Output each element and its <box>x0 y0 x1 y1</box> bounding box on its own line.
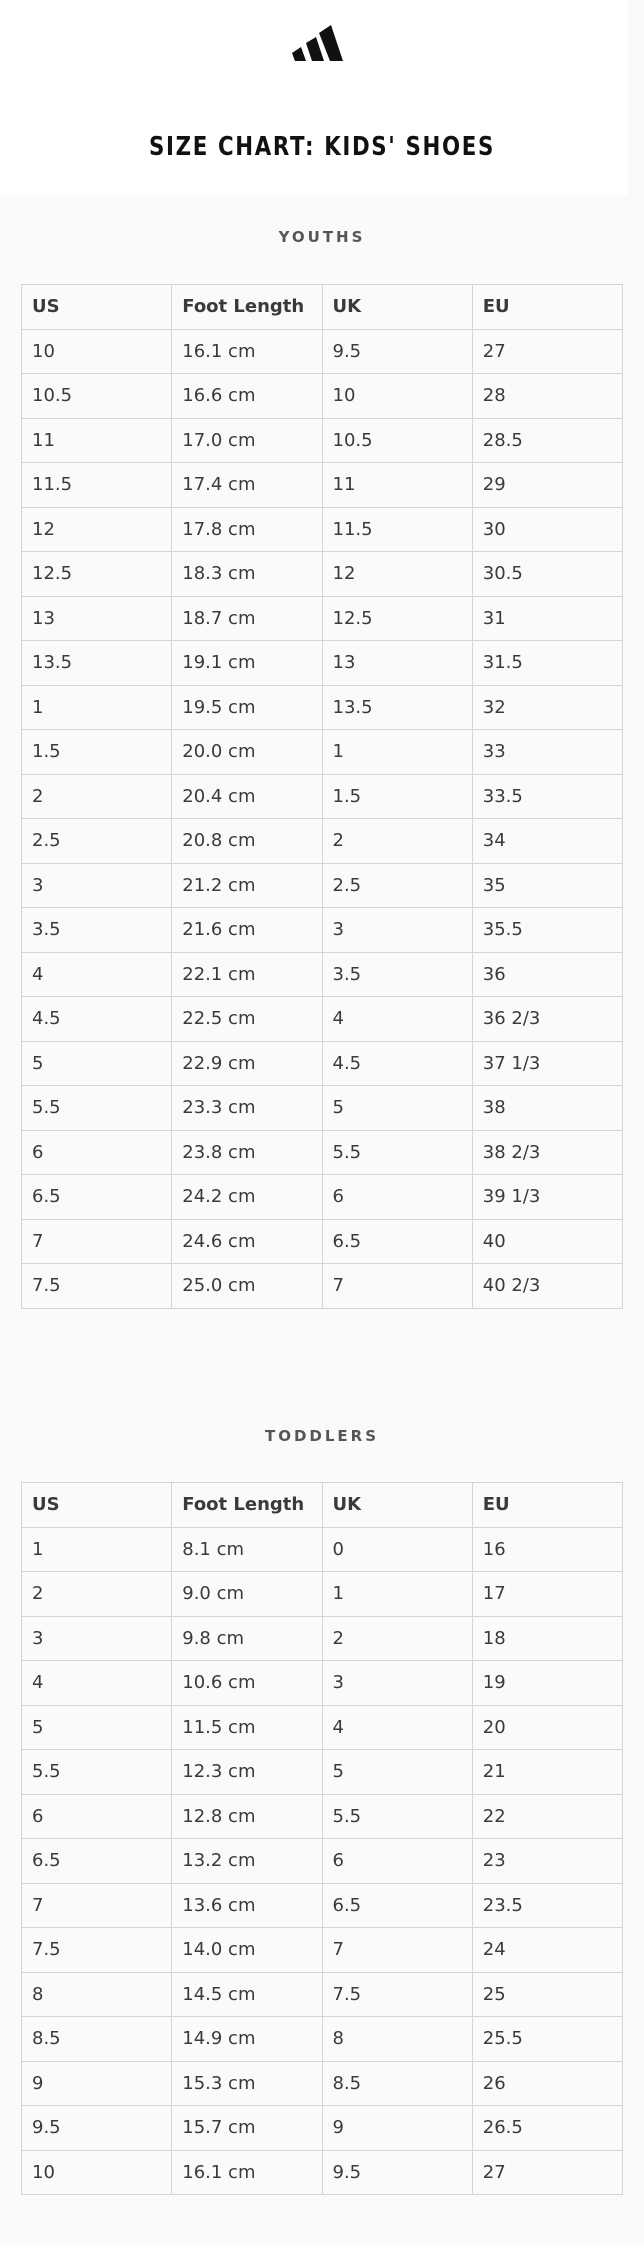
uk-size-cell: 2.5 <box>322 863 472 908</box>
eu-size-cell: 30.5 <box>472 552 622 597</box>
foot-length-cell: 25.0 cm <box>172 1264 322 1309</box>
eu-size-cell: 20 <box>472 1705 622 1750</box>
us-size-cell: 11 <box>22 418 172 463</box>
foot-length-cell: 16.6 cm <box>172 374 322 419</box>
column-header-us: US <box>22 1483 172 1528</box>
uk-size-cell: 10.5 <box>322 418 472 463</box>
table-row <box>22 1839 623 1884</box>
column-header-uk: UK <box>322 1483 472 1528</box>
us-size-cell: 7 <box>22 1883 172 1928</box>
eu-size-cell: 40 2/3 <box>472 1264 622 1309</box>
eu-size-cell: 27 <box>472 2150 622 2195</box>
table-row <box>22 507 623 552</box>
table-row <box>22 1041 623 1086</box>
table-header-row <box>22 285 623 330</box>
table-row <box>22 2106 623 2151</box>
us-size-cell: 6.5 <box>22 1839 172 1884</box>
table-row <box>22 1264 623 1309</box>
uk-size-cell: 8.5 <box>322 2061 472 2106</box>
column-header-foot-length: Foot Length <box>172 1483 322 1528</box>
table-row <box>22 1175 623 1220</box>
uk-size-cell: 1.5 <box>322 774 472 819</box>
table-row <box>22 1572 623 1617</box>
table-row <box>22 463 623 508</box>
us-size-cell: 5 <box>22 1705 172 1750</box>
eu-size-cell: 39 1/3 <box>472 1175 622 1220</box>
table-row <box>22 2017 623 2062</box>
eu-size-cell: 29 <box>472 463 622 508</box>
uk-size-cell: 7 <box>322 1928 472 1973</box>
table-row <box>22 1661 623 1706</box>
uk-size-cell: 13 <box>322 641 472 686</box>
foot-length-cell: 14.9 cm <box>172 2017 322 2062</box>
uk-size-cell: 4 <box>322 1705 472 1750</box>
foot-length-cell: 20.0 cm <box>172 730 322 775</box>
foot-length-cell: 19.5 cm <box>172 685 322 730</box>
foot-length-cell: 14.5 cm <box>172 1972 322 2017</box>
table-row <box>22 552 623 597</box>
us-size-cell: 2.5 <box>22 819 172 864</box>
youths-section <box>0 228 644 246</box>
uk-size-cell: 7 <box>322 1264 472 1309</box>
uk-size-cell: 3 <box>322 1661 472 1706</box>
us-size-cell: 7.5 <box>22 1928 172 1973</box>
eu-size-cell: 17 <box>472 1572 622 1617</box>
uk-size-cell: 7.5 <box>322 1972 472 2017</box>
table-row <box>22 418 623 463</box>
table-row <box>22 685 623 730</box>
foot-length-cell: 17.8 cm <box>172 507 322 552</box>
uk-size-cell: 9 <box>322 2106 472 2151</box>
us-size-cell: 4 <box>22 952 172 997</box>
table-row <box>22 819 623 864</box>
table-header-row <box>22 1483 623 1528</box>
youths-section-title: YOUTHS <box>278 228 366 246</box>
eu-size-cell: 28.5 <box>472 418 622 463</box>
us-size-cell: 7 <box>22 1219 172 1264</box>
column-header-eu: EU <box>472 1483 622 1528</box>
table-row <box>22 1219 623 1264</box>
foot-length-cell: 17.0 cm <box>172 418 322 463</box>
eu-size-cell: 36 <box>472 952 622 997</box>
eu-size-cell: 26 <box>472 2061 622 2106</box>
table-row <box>22 374 623 419</box>
foot-length-cell: 24.6 cm <box>172 1219 322 1264</box>
us-size-cell: 12.5 <box>22 552 172 597</box>
eu-size-cell: 32 <box>472 685 622 730</box>
eu-size-cell: 31 <box>472 596 622 641</box>
table-row <box>22 997 623 1042</box>
eu-size-cell: 33.5 <box>472 774 622 819</box>
eu-size-cell: 38 2/3 <box>472 1130 622 1175</box>
foot-length-cell: 23.8 cm <box>172 1130 322 1175</box>
foot-length-cell: 18.7 cm <box>172 596 322 641</box>
us-size-cell: 6 <box>22 1794 172 1839</box>
table-row <box>22 1972 623 2017</box>
uk-size-cell: 11.5 <box>322 507 472 552</box>
foot-length-cell: 13.6 cm <box>172 1883 322 1928</box>
eu-size-cell: 26.5 <box>472 2106 622 2151</box>
us-size-cell: 6 <box>22 1130 172 1175</box>
uk-size-cell: 5.5 <box>322 1794 472 1839</box>
eu-size-cell: 33 <box>472 730 622 775</box>
table-row <box>22 1130 623 1175</box>
eu-size-cell: 40 <box>472 1219 622 1264</box>
foot-length-cell: 16.1 cm <box>172 329 322 374</box>
toddlers-section-title: TODDLERS <box>264 1427 380 1445</box>
eu-size-cell: 35 <box>472 863 622 908</box>
table-row <box>22 329 623 374</box>
us-size-cell: 3 <box>22 1616 172 1661</box>
us-size-cell: 7.5 <box>22 1264 172 1309</box>
foot-length-cell: 12.3 cm <box>172 1750 322 1795</box>
table-row <box>22 774 623 819</box>
table-row <box>22 641 623 686</box>
us-size-cell: 10 <box>22 2150 172 2195</box>
us-size-cell: 9.5 <box>22 2106 172 2151</box>
uk-size-cell: 1 <box>322 730 472 775</box>
foot-length-cell: 15.7 cm <box>172 2106 322 2151</box>
us-size-cell: 8.5 <box>22 2017 172 2062</box>
table-row <box>22 1705 623 1750</box>
us-size-cell: 1 <box>22 685 172 730</box>
us-size-cell: 4 <box>22 1661 172 1706</box>
table-row <box>22 1750 623 1795</box>
uk-size-cell: 8 <box>322 2017 472 2062</box>
uk-size-cell: 10 <box>322 374 472 419</box>
uk-size-cell: 6.5 <box>322 1883 472 1928</box>
us-size-cell: 6.5 <box>22 1175 172 1220</box>
us-size-cell: 3 <box>22 863 172 908</box>
foot-length-cell: 11.5 cm <box>172 1705 322 1750</box>
eu-size-cell: 19 <box>472 1661 622 1706</box>
us-size-cell: 11.5 <box>22 463 172 508</box>
us-size-cell: 13 <box>22 596 172 641</box>
us-size-cell: 3.5 <box>22 908 172 953</box>
uk-size-cell: 6.5 <box>322 1219 472 1264</box>
foot-length-cell: 14.0 cm <box>172 1928 322 1973</box>
us-size-cell: 2 <box>22 774 172 819</box>
foot-length-cell: 20.4 cm <box>172 774 322 819</box>
uk-size-cell: 3 <box>322 908 472 953</box>
foot-length-cell: 17.4 cm <box>172 463 322 508</box>
eu-size-cell: 36 2/3 <box>472 997 622 1042</box>
foot-length-cell: 22.5 cm <box>172 997 322 1042</box>
foot-length-cell: 18.3 cm <box>172 552 322 597</box>
uk-size-cell: 5.5 <box>322 1130 472 1175</box>
eu-size-cell: 38 <box>472 1086 622 1131</box>
us-size-cell: 10.5 <box>22 374 172 419</box>
us-size-cell: 2 <box>22 1572 172 1617</box>
eu-size-cell: 18 <box>472 1616 622 1661</box>
foot-length-cell: 23.3 cm <box>172 1086 322 1131</box>
table-row <box>22 1928 623 1973</box>
uk-size-cell: 9.5 <box>322 2150 472 2195</box>
foot-length-cell: 21.2 cm <box>172 863 322 908</box>
eu-size-cell: 23 <box>472 1839 622 1884</box>
eu-size-cell: 34 <box>472 819 622 864</box>
eu-size-cell: 31.5 <box>472 641 622 686</box>
table-row <box>22 1086 623 1131</box>
uk-size-cell: 13.5 <box>322 685 472 730</box>
table-row <box>22 1616 623 1661</box>
foot-length-cell: 13.2 cm <box>172 1839 322 1884</box>
uk-size-cell: 6 <box>322 1839 472 1884</box>
uk-size-cell: 9.5 <box>322 329 472 374</box>
us-size-cell: 1.5 <box>22 730 172 775</box>
uk-size-cell: 5 <box>322 1086 472 1131</box>
table-row <box>22 730 623 775</box>
foot-length-cell: 22.9 cm <box>172 1041 322 1086</box>
table-row <box>22 2061 623 2106</box>
us-size-cell: 5.5 <box>22 1086 172 1131</box>
eu-size-cell: 24 <box>472 1928 622 1973</box>
column-header-foot-length: Foot Length <box>172 285 322 330</box>
uk-size-cell: 5 <box>322 1750 472 1795</box>
us-size-cell: 13.5 <box>22 641 172 686</box>
foot-length-cell: 12.8 cm <box>172 1794 322 1839</box>
table-row <box>22 596 623 641</box>
toddlers-size-table <box>21 1482 623 2195</box>
eu-size-cell: 25.5 <box>472 2017 622 2062</box>
foot-length-cell: 9.8 cm <box>172 1616 322 1661</box>
table-row <box>22 1527 623 1572</box>
uk-size-cell: 4.5 <box>322 1041 472 1086</box>
foot-length-cell: 9.0 cm <box>172 1572 322 1617</box>
foot-length-cell: 15.3 cm <box>172 2061 322 2106</box>
column-header-eu: EU <box>472 285 622 330</box>
us-size-cell: 1 <box>22 1527 172 1572</box>
eu-size-cell: 21 <box>472 1750 622 1795</box>
uk-size-cell: 4 <box>322 997 472 1042</box>
us-size-cell: 5 <box>22 1041 172 1086</box>
us-size-cell: 8 <box>22 1972 172 2017</box>
brand-logo-icon <box>292 21 352 61</box>
eu-size-cell: 28 <box>472 374 622 419</box>
column-header-uk: UK <box>322 285 472 330</box>
table-row <box>22 952 623 997</box>
uk-size-cell: 12.5 <box>322 596 472 641</box>
uk-size-cell: 2 <box>322 1616 472 1661</box>
foot-length-cell: 16.1 cm <box>172 2150 322 2195</box>
eu-size-cell: 25 <box>472 1972 622 2017</box>
eu-size-cell: 35.5 <box>472 908 622 953</box>
table-row <box>22 863 623 908</box>
table-row <box>22 908 623 953</box>
us-size-cell: 5.5 <box>22 1750 172 1795</box>
foot-length-cell: 10.6 cm <box>172 1661 322 1706</box>
us-size-cell: 12 <box>22 507 172 552</box>
eu-size-cell: 27 <box>472 329 622 374</box>
us-size-cell: 4.5 <box>22 997 172 1042</box>
us-size-cell: 10 <box>22 329 172 374</box>
youths-size-table <box>21 284 623 1309</box>
eu-size-cell: 37 1/3 <box>472 1041 622 1086</box>
eu-size-cell: 30 <box>472 507 622 552</box>
foot-length-cell: 21.6 cm <box>172 908 322 953</box>
table-row <box>22 1794 623 1839</box>
uk-size-cell: 3.5 <box>322 952 472 997</box>
header <box>0 0 628 195</box>
uk-size-cell: 2 <box>322 819 472 864</box>
page-title: SIZE CHART: KIDS' SHOES <box>149 132 495 162</box>
table-row <box>22 1883 623 1928</box>
eu-size-cell: 22 <box>472 1794 622 1839</box>
foot-length-cell: 8.1 cm <box>172 1527 322 1572</box>
uk-size-cell: 1 <box>322 1572 472 1617</box>
foot-length-cell: 20.8 cm <box>172 819 322 864</box>
table-row <box>22 2150 623 2195</box>
us-size-cell: 9 <box>22 2061 172 2106</box>
eu-size-cell: 16 <box>472 1527 622 1572</box>
uk-size-cell: 6 <box>322 1175 472 1220</box>
uk-size-cell: 12 <box>322 552 472 597</box>
column-header-us: US <box>22 285 172 330</box>
toddlers-section <box>0 1427 644 1445</box>
uk-size-cell: 0 <box>322 1527 472 1572</box>
foot-length-cell: 19.1 cm <box>172 641 322 686</box>
eu-size-cell: 23.5 <box>472 1883 622 1928</box>
foot-length-cell: 24.2 cm <box>172 1175 322 1220</box>
uk-size-cell: 11 <box>322 463 472 508</box>
foot-length-cell: 22.1 cm <box>172 952 322 997</box>
